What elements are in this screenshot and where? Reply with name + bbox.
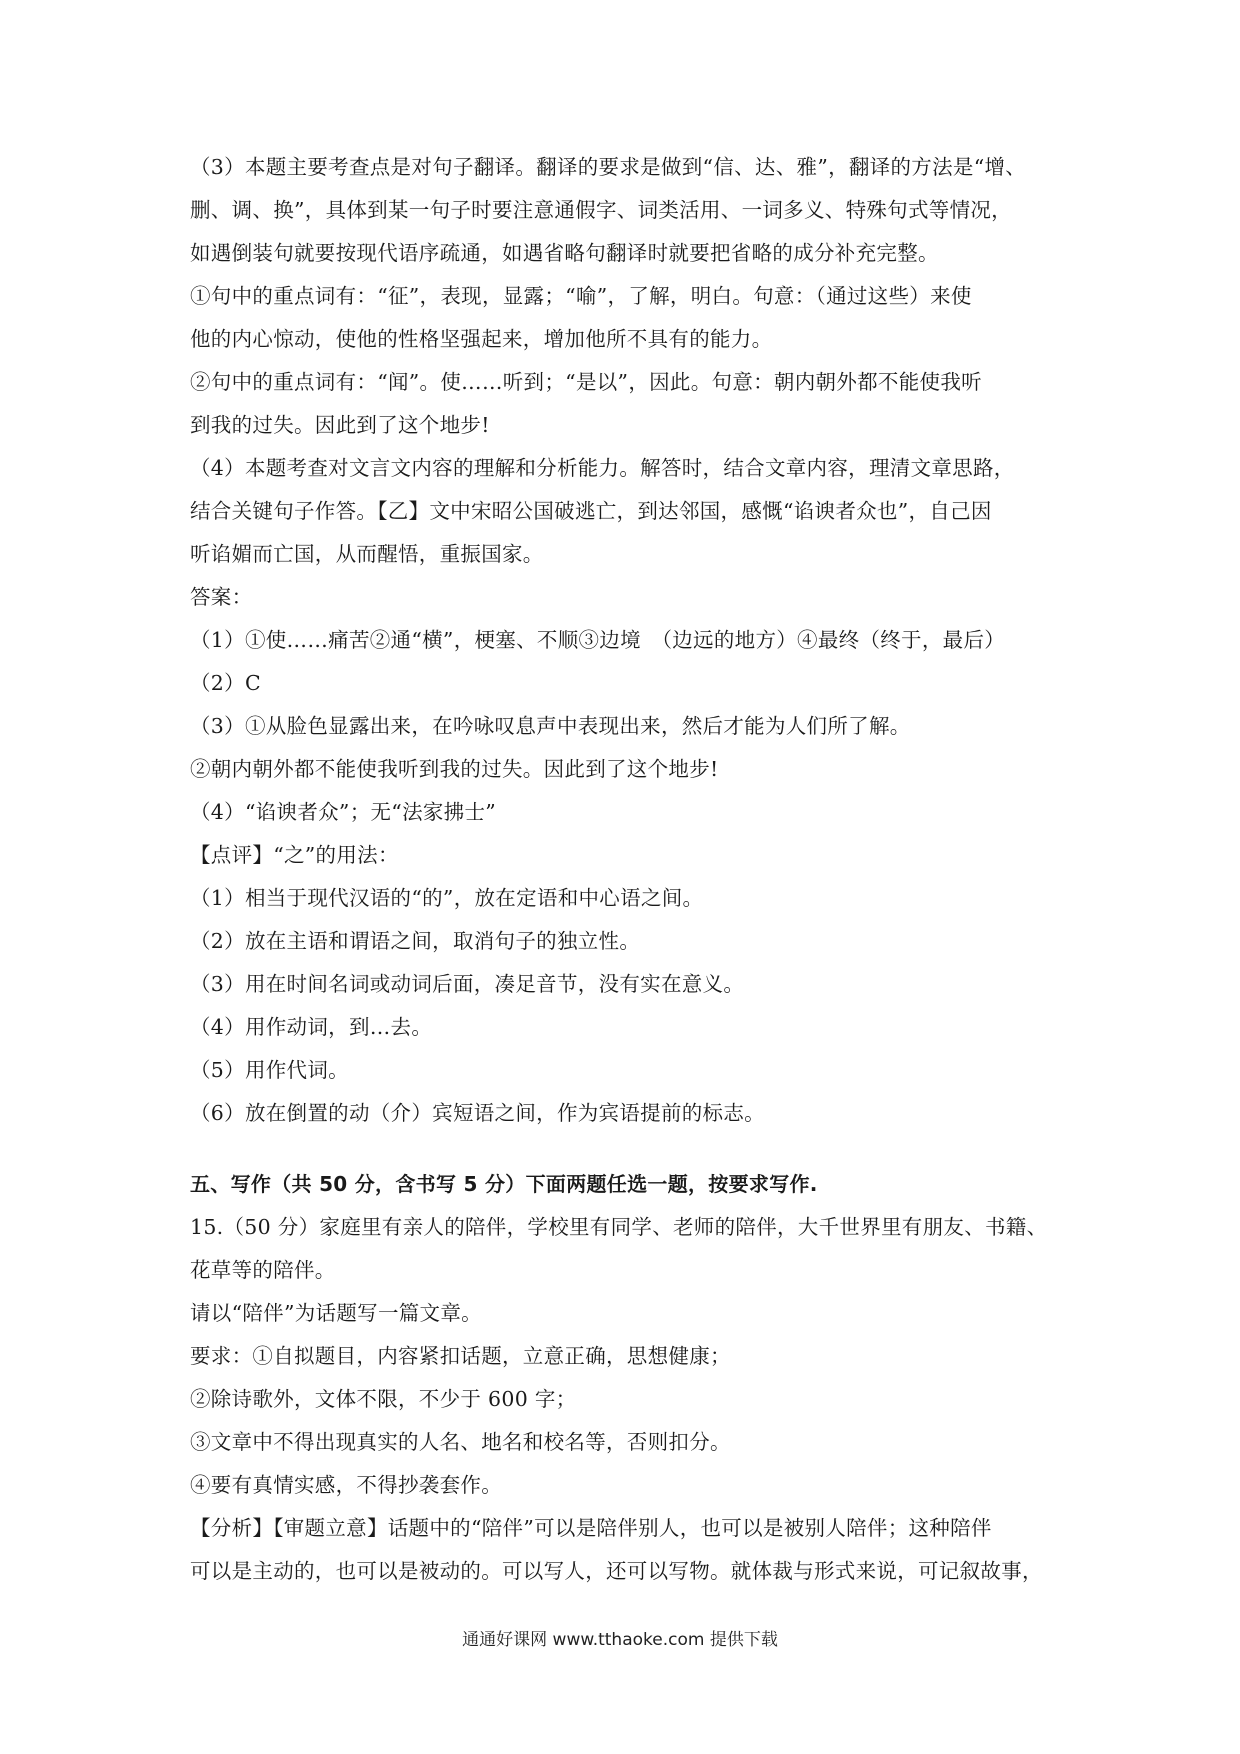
question-line: ②除诗歌外，文体不限，不少于 600 字； xyxy=(190,1387,577,1411)
page-footer: 通通好课网 www.tthaoke.com 提供下载 xyxy=(462,1630,778,1650)
answer-line: （2）C xyxy=(190,671,261,695)
analysis-line: （3）本题主要考查点是对句子翻译。翻译的要求是做到“信、达、雅”，翻译的方法是“增、 xyxy=(190,155,1027,179)
analysis-line: ②句中的重点词有：“闻”。使……听到；“是以”，因此。句意：朝内朝外都不能使我听 xyxy=(190,370,982,394)
comment-line: （3）用在时间名词或动词后面，凑足音节，没有实在意义。 xyxy=(190,972,745,996)
question-line: ④要有真情实感，不得抄袭套作。 xyxy=(190,1473,502,1497)
answer-line: （4）“谄谀者众”；无“法家拂士” xyxy=(190,800,497,824)
analysis-line: 结合关键句子作答。【乙】文中宋昭公国破逃亡，到达邻国，感慨“谄谀者众也”，自己因 xyxy=(190,499,992,523)
analysis-line: 到我的过失。因此到了这个地步! xyxy=(190,413,490,437)
comment-line: （5）用作代词。 xyxy=(190,1058,349,1082)
comment-line: （2）放在主语和谓语之间，取消句子的独立性。 xyxy=(190,929,641,953)
question-line: 花草等的陪伴。 xyxy=(190,1258,336,1282)
analysis-line: 听谄媚而亡国，从而醒悟，重振国家。 xyxy=(190,542,544,566)
page-content xyxy=(190,146,1070,1593)
analysis-line: 他的内心惊动，使他的性格坚强起来，增加他所不具有的能力。 xyxy=(190,327,773,351)
question-line: 15.（50 分）家庭里有亲人的陪伴，学校里有同学、老师的陪伴，大千世界里有朋友、书籍、 xyxy=(190,1215,1048,1239)
question-line: ③文章中不得出现真实的人名、地名和校名等，否则扣分。 xyxy=(190,1430,731,1454)
answer-line: ②朝内朝外都不能使我听到我的过失。因此到了这个地步! xyxy=(190,757,719,781)
comment-heading: 【点评】“之”的用法： xyxy=(190,843,399,867)
comment-line: （4）用作动词，到…去。 xyxy=(190,1015,433,1039)
question-line: 要求：①自拟题目，内容紧扣话题，立意正确，思想健康； xyxy=(190,1344,731,1368)
analysis-line: （4）本题考查对文言文内容的理解和分析能力。解答时，结合文章内容，理清文章思路， xyxy=(190,456,1015,480)
analysis-line: 如遇倒装句就要按现代语序疏通，如遇省略句翻译时就要把省略的成分补充完整。 xyxy=(190,241,939,265)
analysis-line: 删、调、换”，具体到某一句子时要注意通假字、词类活用、一词多义、特殊句式等情况， xyxy=(190,198,1012,222)
answer-line: （3）①从脸色显露出来，在吟咏叹息声中表现出来，然后才能为人们所了解。 xyxy=(190,714,911,738)
comment-line: （6）放在倒置的动（介）宾短语之间，作为宾语提前的标志。 xyxy=(190,1101,765,1125)
analysis-line: ①句中的重点词有：“征”，表现，显露；“喻”，了解，明白。句意：（通过这些）来使 xyxy=(190,284,972,308)
question-line: 请以“陪伴”为话题写一篇文章。 xyxy=(190,1301,482,1325)
question-analysis-line: 【分析】【审题立意】话题中的“陪伴”可以是陪伴别人，也可以是被别人陪伴；这种陪伴 xyxy=(190,1516,992,1540)
section-title: 五、写作（共 50 分，含书写 5 分）下面两题任选一题，按要求写作. xyxy=(190,1172,818,1196)
question-analysis-line: 可以是主动的，也可以是被动的。可以写人，还可以写物。就体裁与形式来说，可记叙故事， xyxy=(190,1559,1043,1583)
answer-heading: 答案： xyxy=(190,585,253,609)
comment-line: （1）相当于现代汉语的“的”，放在定语和中心语之间。 xyxy=(190,886,704,910)
section-spacer xyxy=(190,1135,1070,1163)
answer-line: （1）①使……痛苦②通“横”，梗塞、不顺③边境 （边远的地方）④最终（终于，最后） xyxy=(190,628,1006,652)
